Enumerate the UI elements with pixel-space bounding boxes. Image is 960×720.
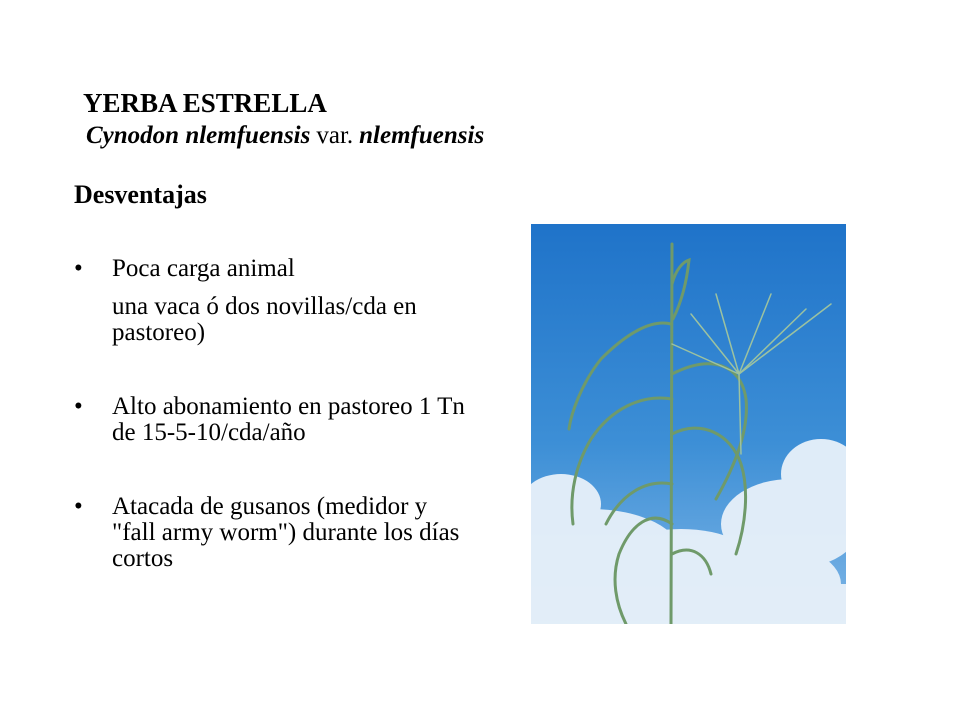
bullet-dot: •	[74, 393, 83, 420]
bullet-dot: •	[74, 255, 83, 282]
var-label: var.	[316, 122, 354, 149]
bullet-list	[74, 256, 474, 572]
section-heading: Desventajas	[74, 180, 207, 209]
variety-name: nlemfuensis	[359, 122, 485, 149]
bullet-item	[74, 256, 474, 346]
bullet-text: Poca carga animal	[112, 255, 295, 282]
title-common-name: YERBA ESTRELLA	[83, 88, 327, 118]
slide-title	[83, 86, 484, 152]
bullet-subtext: una vaca ó dos novillas/cda en pastoreo)	[112, 293, 417, 346]
bullet-text: Alto abonamiento en pastoreo 1 Tn de 15-5-10/cda/año	[112, 393, 465, 446]
bullet-dot: •	[74, 493, 83, 520]
scientific-genus-species: Cynodon nlemfuensis	[86, 122, 311, 149]
title-scientific-name	[86, 120, 484, 152]
bullet-item	[74, 494, 474, 572]
grass-plant-photo	[531, 224, 846, 624]
bullet-text: Atacada de gusanos (medidor y "fall army worm") durante los días cortos	[112, 493, 460, 572]
grass-plant-icon	[531, 224, 846, 624]
bullet-item	[74, 394, 474, 446]
